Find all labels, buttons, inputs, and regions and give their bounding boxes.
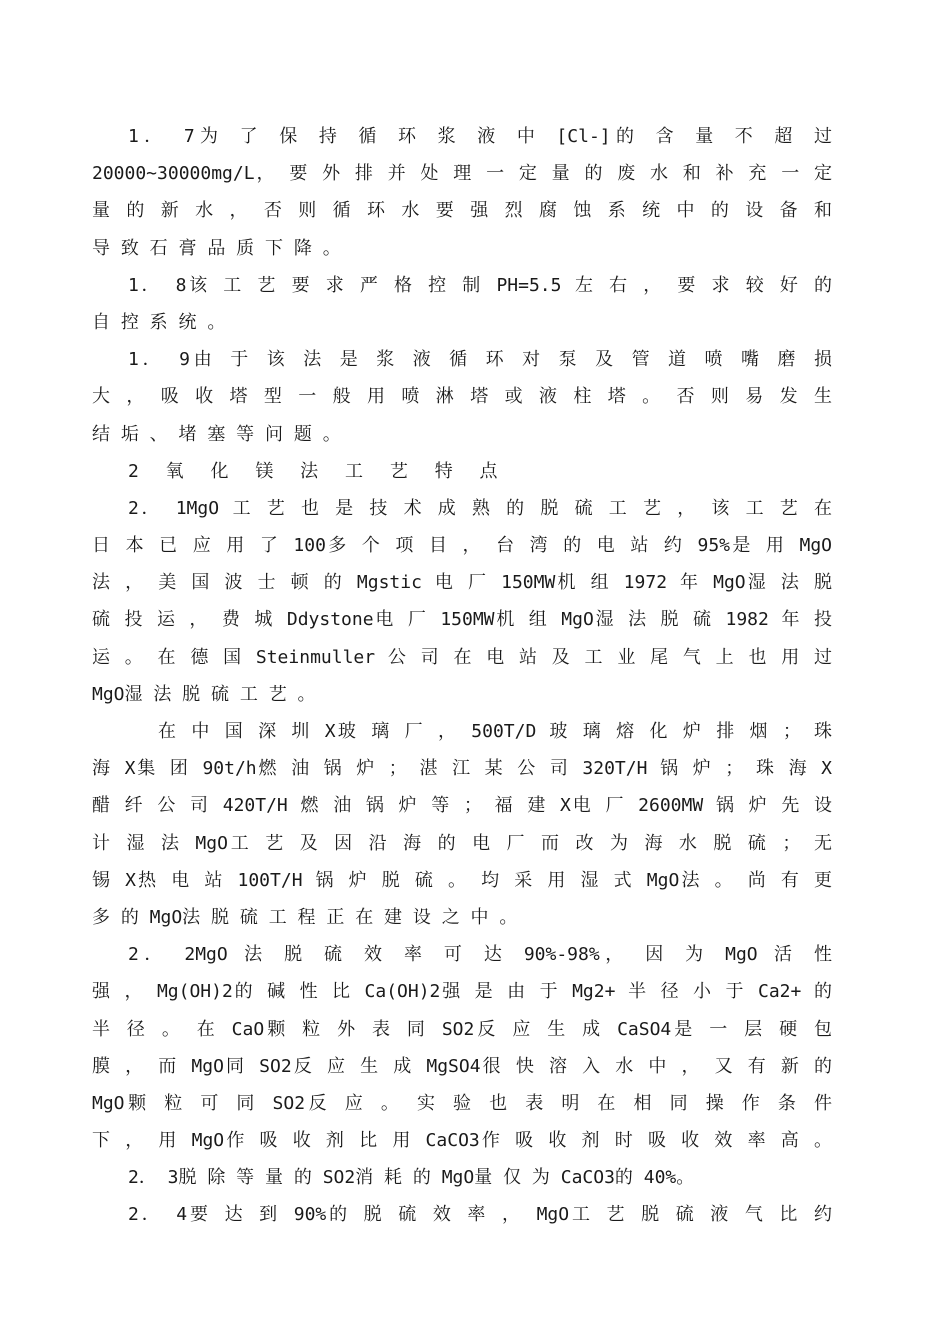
text-line: MgO颗 粒 可 同 SO2反 应 。 实 验 也 表 明 在 相 同 操 作 条 件 <box>92 1092 832 1114</box>
text-line: 2． 2MgO 法 脱 硫 效 率 可 达 90%-98%， 因 为 MgO 活 性 <box>128 944 832 966</box>
text-line: 大 ， 吸 收 塔 型 一 般 用 喷 淋 塔 或 液 柱 塔 。 否 则 易 发 生 <box>92 386 832 408</box>
section-heading: 2 氧 化 镁 法 工 艺 特 点 <box>128 460 506 482</box>
text-line: MgO湿 法 脱 硫 工 艺 。 <box>92 683 316 705</box>
text-line: 自 控 系 统 。 <box>92 311 226 333</box>
text-line: 硫 投 运 ， 费 城 Ddystone电 厂 150MW机 组 MgO湿 法 脱 硫 1982 年 投 <box>92 609 832 631</box>
text-line: 运 。 在 德 国 Steinmuller 公 司 在 电 站 及 工 业 尾 气 上 也 用 过 <box>92 646 832 668</box>
text-line: 锡 X热 电 站 100T/H 锅 炉 脱 硫 。 均 采 用 湿 式 MgO法 。 尚 有 更 <box>92 869 832 891</box>
text-line: 导 致 石 膏 品 质 下 降 。 <box>92 237 341 259</box>
text-line: 2． 3脱 除 等 量 的 SO2消 耗 的 MgO量 仅 为 CaCO3的 40%。 <box>128 1167 695 1189</box>
text-line: 20000~30000mg/L， 要 外 排 并 处 理 一 定 量 的 废 水 和 补 充 一 定 <box>92 163 832 185</box>
text-line: 半 径 。 在 CaO颗 粒 外 表 同 SO2反 应 生 成 CaSO4是 一 层 硬 包 <box>92 1018 832 1040</box>
text-line: 法 ， 美 国 波 士 顿 的 Mgstic 电 厂 150MW机 组 1972 年 MgO湿 法 脱 <box>92 572 832 594</box>
document-body <box>92 118 832 1234</box>
text-line: 1． 9由 于 该 法 是 浆 液 循 环 对 泵 及 管 道 喷 嘴 磨 损 <box>128 349 832 371</box>
text-line: 膜 ， 而 MgO同 SO2反 应 生 成 MgSO4很 快 溶 入 水 中 ， 又 有 新 的 <box>92 1055 832 1077</box>
text-line: 计 湿 法 MgO工 艺 及 因 沿 海 的 电 厂 而 改 为 海 水 脱 硫 ； 无 <box>92 832 832 854</box>
text-line: 下 ， 用 MgO作 吸 收 剂 比 用 CaCO3作 吸 收 剂 时 吸 收 效 率 高 。 <box>92 1130 832 1152</box>
text-line: 醋 纤 公 司 420T/H 燃 油 锅 炉 等 ； 福 建 X电 厂 2600MW 锅 炉 先 设 <box>92 795 832 817</box>
text-line: 日 本 已 应 用 了 100多 个 项 目 ， 台 湾 的 电 站 约 95%是 用 MgO <box>92 535 832 557</box>
text-line: 多 的 MgO法 脱 硫 工 程 正 在 建 设 之 中 。 <box>92 906 518 928</box>
text-line: 在 中 国 深 圳 X玻 璃 厂 ， 500T/D 玻 璃 熔 化 炉 排 烟 ； 珠 <box>158 721 832 742</box>
text-line: 1． 7为 了 保 持 循 环 浆 液 中 [Cl-]的 含 量 不 超 过 <box>128 126 832 147</box>
text-line: 1． 8该 工 艺 要 求 严 格 控 制 PH=5.5 左 右 ， 要 求 较 好 的 <box>128 274 832 296</box>
text-line: 量 的 新 水 ， 否 则 循 环 水 要 强 烈 腐 蚀 系 统 中 的 设 备 和 <box>92 200 832 222</box>
text-line: 强 ， Mg(OH)2的 碱 性 比 Ca(OH)2强 是 由 于 Mg2+ 半 径 小 于 Ca2+ 的 <box>92 981 832 1003</box>
text-line: 2． 1MgO 工 艺 也 是 技 术 成 熟 的 脱 硫 工 艺 ， 该 工 艺 在 <box>128 497 832 519</box>
text-line: 结 垢 、 堵 塞 等 问 题 。 <box>92 423 341 445</box>
text-line: 海 X集 团 90t/h燃 油 锅 炉 ； 湛 江 某 公 司 320T/H 锅 炉 ； 珠 海 X <box>92 758 832 780</box>
text-line: 2． 4要 达 到 90%的 脱 硫 效 率 ， MgO工 艺 脱 硫 液 气 比 约 <box>128 1204 832 1226</box>
